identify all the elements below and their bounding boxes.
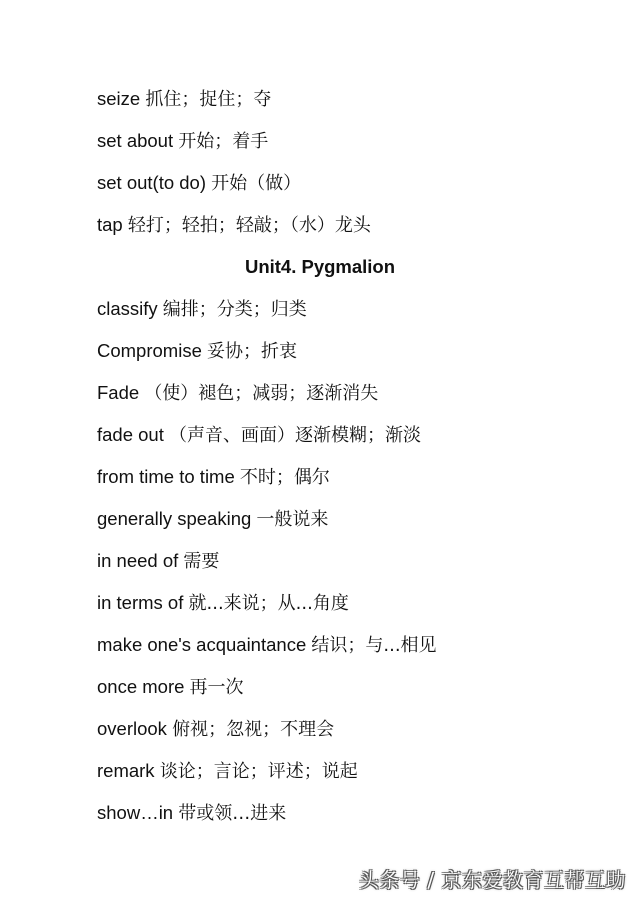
source-watermark: 头条号 / 京东爱教育互帮互助 bbox=[359, 868, 626, 892]
unit-heading: Unit4. Pygmalion bbox=[244, 256, 396, 277]
vocab-definition: 一般说来 bbox=[256, 509, 329, 530]
vocab-term: Compromise bbox=[97, 340, 202, 361]
vocab-term: in terms of bbox=[97, 592, 184, 613]
vocab-term: make one's acquaintance bbox=[97, 634, 307, 655]
vocab-definition: 编排；分类；归类 bbox=[162, 299, 307, 320]
vocabulary-list bbox=[97, 84, 607, 840]
vocab-term: show…in bbox=[97, 802, 174, 823]
vocab-term: once more bbox=[97, 676, 185, 697]
vocab-term: from time to time bbox=[97, 466, 235, 487]
vocab-definition: （声音、画面）逐渐模糊；渐淡 bbox=[169, 425, 422, 446]
vocab-term: in need of bbox=[97, 550, 179, 571]
vocab-definition: 不时；偶尔 bbox=[239, 467, 330, 488]
vocab-definition: 结识；与...相见 bbox=[311, 635, 437, 656]
vocab-definition: 妥协；折衷 bbox=[207, 341, 297, 362]
vocab-entry bbox=[97, 210, 607, 252]
vocab-definition: （使）褪色；减弱；逐渐消失 bbox=[144, 383, 379, 404]
vocab-entry bbox=[97, 294, 607, 336]
vocab-entry bbox=[97, 714, 607, 756]
vocab-entry bbox=[97, 588, 607, 630]
vocab-entry bbox=[97, 798, 607, 840]
vocab-entry bbox=[97, 462, 607, 504]
vocab-term: remark bbox=[97, 760, 155, 781]
vocab-entry bbox=[97, 420, 607, 462]
vocab-term: overlook bbox=[97, 718, 167, 739]
vocab-entry bbox=[97, 84, 607, 126]
vocab-definition: 开始（做） bbox=[211, 173, 302, 194]
vocab-definition: 就...来说；从...角度 bbox=[188, 593, 349, 614]
vocab-term: tap bbox=[97, 214, 123, 235]
vocab-entry bbox=[97, 756, 607, 798]
vocab-entry bbox=[97, 126, 607, 168]
vocab-entry bbox=[97, 378, 607, 420]
vocab-entry bbox=[97, 672, 607, 714]
vocab-term: generally speaking bbox=[97, 508, 252, 529]
vocab-entry bbox=[97, 168, 607, 210]
vocab-entry bbox=[97, 630, 607, 672]
vocab-definition: 需要 bbox=[183, 551, 220, 572]
vocab-entry bbox=[97, 336, 607, 378]
vocab-term: set about bbox=[97, 130, 174, 151]
vocab-definition: 带或领…进来 bbox=[178, 803, 287, 824]
vocab-term: set out(to do) bbox=[97, 172, 207, 193]
vocab-definition: 开始；着手 bbox=[178, 131, 269, 152]
vocab-entry bbox=[97, 546, 607, 588]
vocab-definition: 轻打；轻拍；轻敲；（水）龙头 bbox=[127, 215, 371, 236]
vocab-definition: 谈论；言论；评述；说起 bbox=[159, 761, 358, 782]
vocab-definition: 抓住；捉住；夺 bbox=[145, 89, 272, 110]
vocab-definition: 再一次 bbox=[189, 677, 244, 698]
vocab-entry bbox=[97, 504, 607, 546]
vocab-term: seize bbox=[97, 88, 141, 109]
vocab-definition: 俯视；忽视；不理会 bbox=[172, 719, 335, 740]
vocab-term: Fade bbox=[97, 382, 140, 403]
vocab-term: classify bbox=[97, 298, 158, 319]
vocab-term: fade out bbox=[97, 424, 164, 445]
